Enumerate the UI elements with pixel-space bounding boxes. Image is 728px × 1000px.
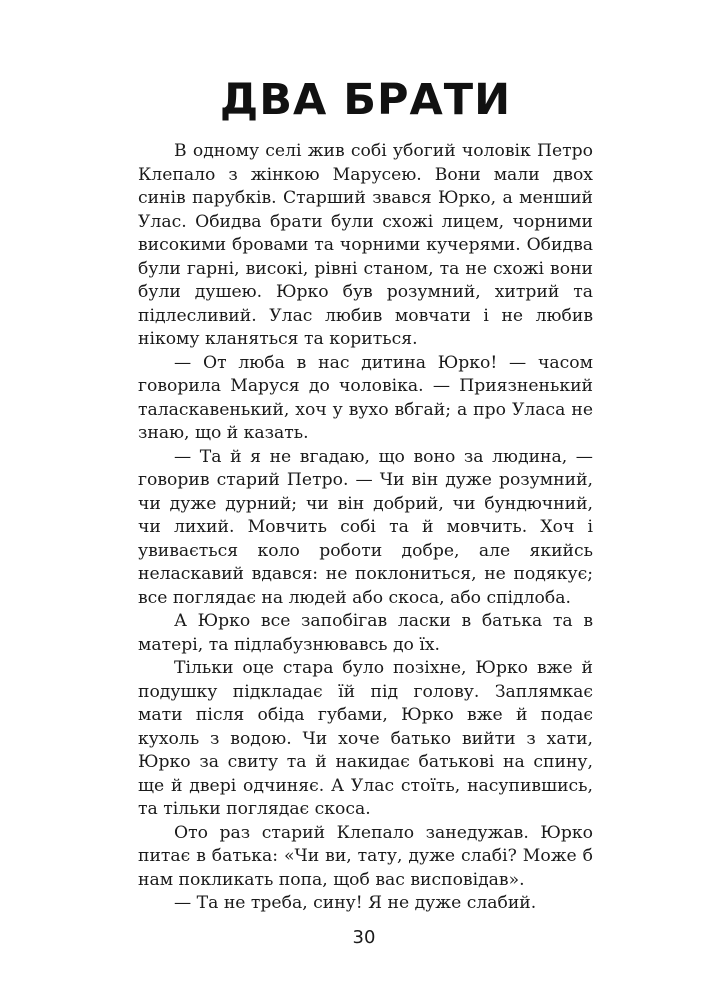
page-number: 30 — [352, 927, 376, 948]
paragraph: — Та й я не вгадаю, що воно за людина, — говорив старий Петро. — Чи він дуже розумний, чи дуже дурний; чи він добрий, чи бундючний, чи лихий. Мовчить собі та й мовчить. Хоч і увивається коло роботи добре, але якийсь неласкавий вдався: не поклониться, не подякує; все поглядає на людей або скоса, або спідлоба. — [138, 446, 593, 608]
paragraph: Ото раз старий Клепало занедужав. Юрко питає в батька: «Чи ви, тату, дуже слабі? Може б нам покликать попа, щоб вас висповідав». — [138, 822, 593, 890]
paragraph: Тільки оце стара було позіхне, Юрко вже й подушку підкладає їй під голову. Заплямкає мати після обіда губами, Юрко вже й подає кухоль з водою. Чи хоче батько вийти з хати, Юрко за свиту та й накидає батькові на спину, ще й двері одчиняє. А Улас стоїть, насупившись, та тільки поглядає скоса. — [138, 658, 593, 819]
story-text — [138, 140, 593, 916]
paragraph: В одному селі жив собі убогий чоловік Петро Клепало з жінкою Марусею. Вони мали двох синів парубків. Старший звався Юрко, а менший Улас. Обидва брати були схожі лицем, чорними високими бровами та чорними кучерями. Обидва були гарні, високі, рівні станом, та не схожі вони були душею. Юрко був розумний, хитрий та підлесливий. Улас любив мовчати і не любив нікому кланяться та кориться. — [138, 141, 593, 349]
page-title: ДВА БРАТИ — [219, 75, 512, 125]
page-content — [138, 72, 593, 916]
paragraph: А Юрко все запобігав ласки в батька та в матері, та підлабузнювавсь до їх. — [138, 611, 593, 655]
paragraph: — От люба в нас дитина Юрко! — часом говорила Маруся до чоловіка. — Приязненький таласкавенький, хоч у вухо вбгай; а про Уласа не знаю, що й казать. — [138, 352, 593, 443]
paragraph: — Та не треба, сину! Я не дуже слабий. — [174, 893, 537, 913]
